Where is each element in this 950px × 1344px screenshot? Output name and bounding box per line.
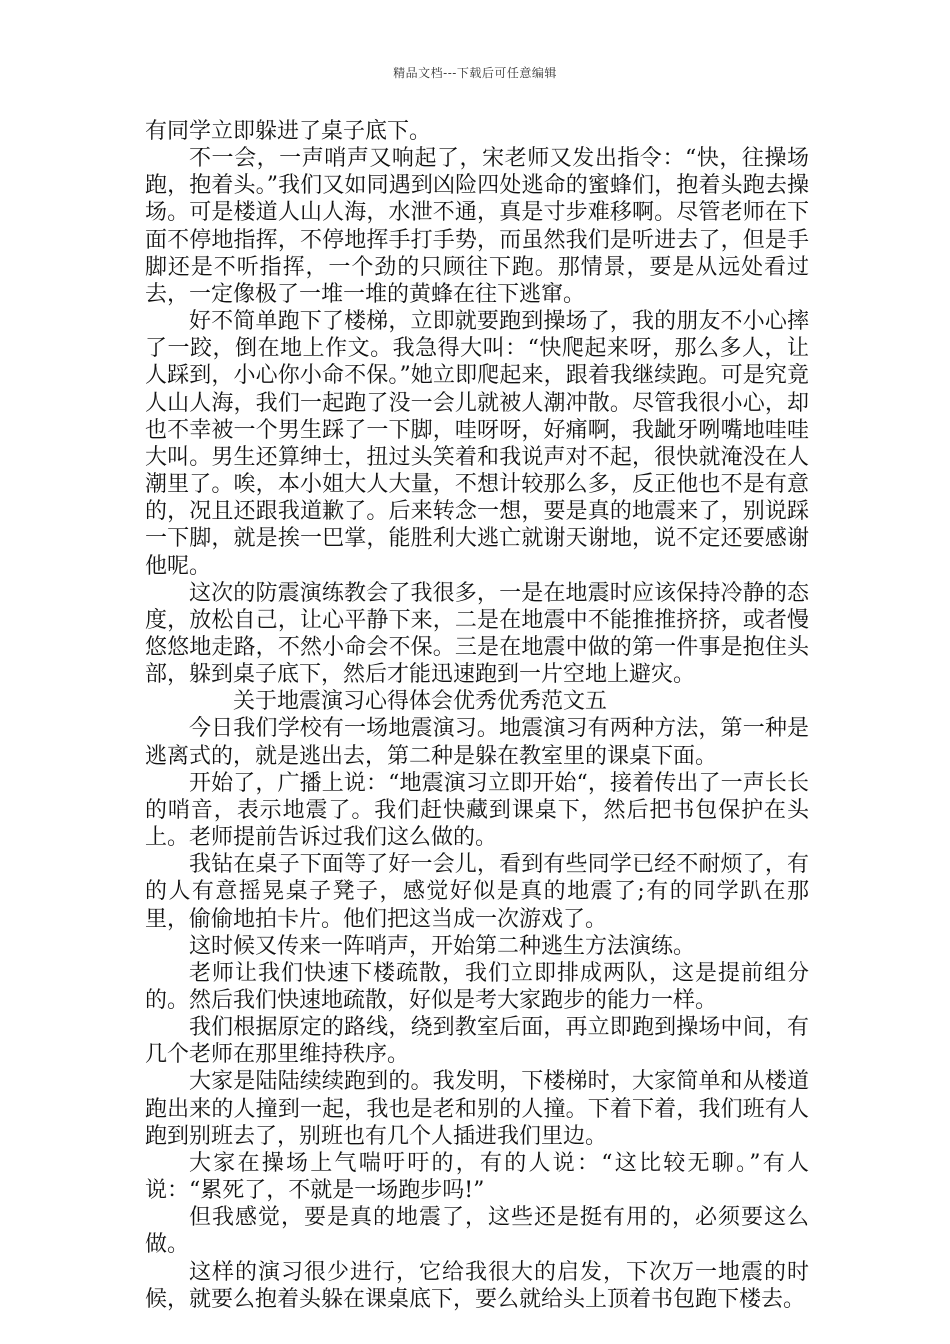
paragraph: 我钻在桌子下面等了好一会儿，看到有些同学已经不耐烦了，有的人有意摇晃桌子凳子，感觉好似是真的地震了;有的同学趴在那里，偷偷地拍卡片。他们把这当成一次游戏了。 [145,852,809,932]
paragraph: 不一会，一声哨声又响起了，宋老师又发出指令：“快，往操场跑，抱着头。”我们又如同遇到凶险四处逃命的蜜蜂们，抱着头跑去操场。可是楼道人山人海，水泄不通，真是寸步难移啊。尽管老师在下面不停地指挥，不停地挥手打手势，而虽然我们是听进去了，但是手脚还是不听指挥，一个劲的只顾往下跑。那情景，要是从远处看过去，一定像极了一堆一堆的黄蜂在往下逃窜。 [145,146,809,307]
paragraph: 大家在操场上气喘吁吁的，有的人说：“这比较无聊。”有人说：“累死了，不就是一场跑步吗!” [145,1150,809,1204]
paragraph: 我们根据原定的路线，绕到教室后面，再立即跑到操场中间，有几个老师在那里维持秩序。 [145,1015,809,1068]
section-heading: 关于地震演习心得体会优秀优秀范文五 [233,689,608,715]
paragraph: 但我感觉，要是真的地震了，这些还是挺有用的，必须要这么做。 [145,1205,809,1258]
page-header: 精品文档---下载后可任意编辑 [393,66,557,80]
paragraph: 有同学立即躲进了桌子底下。 [145,119,432,144]
paragraph: 大家是陆陆续续跑到的。我发明，下楼梯时，大家简单和从楼道跑出来的人撞到一起，我也是老和别的人撞。下着下着，我们班有人跑到别班去了，别班也有几个人插进我们里边。 [145,1069,809,1149]
paragraph: 好不简单跑下了楼梯，立即就要跑到操场了，我的朋友不小心摔了一跤，倒在地上作文。我急得大叫：“快爬起来呀，那么多人，让人踩到，小心你小命不保。”她立即爬起来，跟着我继续跑。可是究竟人山人海，我们一起跑了没一会儿就被人潮冲散。尽管我很小心，却也不幸被一个男生踩了一下脚，哇呀呀，好痛啊，我龇牙咧嘴地哇哇大叫。男生还算绅士，扭过头笑着和我说声对不起，很快就淹没在人潮里了。唉，本小姐大人大量，不想计较那么多，反正他也不是有意的，况且还跟我道歉了。后来转念一想，要是真的地震来了，别说踩一下脚，就是挨一巴掌，能胜利大逃亡就谢天谢地，说不定还要感谢他呢。 [145,309,809,579]
paragraph: 这次的防震演练教会了我很多，一是在地震时应该保持冷静的态度，放松自己，让心平静下来，二是在地震中不能推推挤挤，或者慢悠悠地走路，不然小命会不保。三是在地震中做的第一件事是抱住头部，躲到桌子底下，然后才能迅速跑到一片空地上避灾。 [145,580,809,688]
paragraph: 这样的演习很少进行，它给我很大的启发，下次万一地震的时候，就要么抱着头躲在课桌底下，要么就给头上顶着书包跑下楼去。 [145,1259,809,1312]
document-body [145,118,809,1313]
paragraph: 这时候又传来一阵哨声，开始第二种逃生方法演练。 [189,933,696,959]
paragraph: 今日我们学校有一场地震演习。地震演习有两种方法，第一种是逃离式的，就是逃出去，第二种是躲在教室里的课桌下面。 [145,716,809,769]
paragraph: 开始了，广播上说：“地震演习立即开始“，接着传出了一声长长的哨音，表示地震了。我们赶快藏到课桌下，然后把书包保护在头上。老师提前告诉过我们这么做的。 [145,770,809,851]
paragraph: 老师让我们快速下楼疏散，我们立即排成两队，这是提前组分的。然后我们快速地疏散，好似是考大家跑步的能力一样。 [145,960,809,1013]
